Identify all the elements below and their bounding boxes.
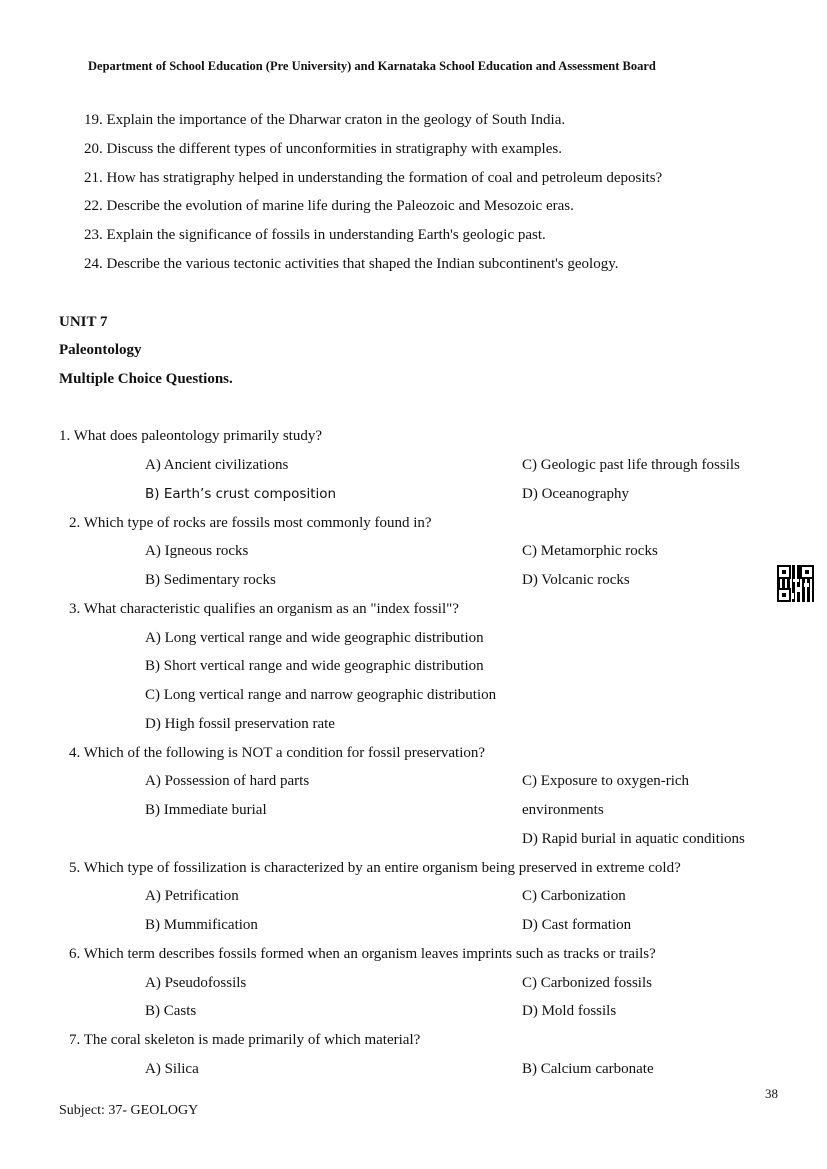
q7-option-b: B) Calcium carbonate xyxy=(522,1061,654,1077)
q3-option-c: C) Long vertical range and narrow geographic distribution xyxy=(145,687,497,703)
q3-option-b: B) Short vertical range and wide geographic distribution xyxy=(145,658,484,674)
q6-option-c: C) Carbonized fossils xyxy=(522,975,652,991)
q5-option-c: C) Carbonization xyxy=(522,888,626,904)
prev-question-22: 22. Describe the evolution of marine life during the Paleozoic and Mesozoic eras. xyxy=(84,198,574,214)
prev-question-21: 21. How has stratigraphy helped in understanding the formation of coal and petroleum deposits? xyxy=(84,170,663,186)
q1-option-c: C) Geologic past life through fossils xyxy=(522,457,740,473)
q5-option-a: A) Petrification xyxy=(145,888,239,904)
section-title: Multiple Choice Questions. xyxy=(59,371,233,387)
prev-question-19: 19. Explain the importance of the Dharwar craton in the geology of South India. xyxy=(84,112,566,128)
unit-title: Paleontology xyxy=(59,342,142,358)
q2-option-a: A) Igneous rocks xyxy=(145,543,249,559)
q6-option-d: D) Mold fossils xyxy=(522,1003,617,1019)
q4-option-c: C) Exposure to oxygen-rich xyxy=(522,773,690,789)
question-6: 6. Which term describes fossils formed when an organism leaves imprints such as tracks or trails? xyxy=(69,946,656,962)
q4-option-d: D) Rapid burial in aquatic conditions xyxy=(522,831,745,847)
q5-option-d: D) Cast formation xyxy=(522,917,632,933)
q2-option-c: C) Metamorphic rocks xyxy=(522,543,658,559)
q1-option-d: D) Oceanography xyxy=(522,486,630,502)
qr-code xyxy=(777,565,814,602)
q3-option-d: D) High fossil preservation rate xyxy=(145,716,335,732)
q5-option-b: B) Mummification xyxy=(145,917,258,933)
q1-option-a: A) Ancient civilizations xyxy=(145,457,289,473)
q1-option-b: B) Earth’s crust composition xyxy=(145,486,337,502)
question-1: 1. What does paleontology primarily study? xyxy=(59,428,323,444)
unit-number: UNIT 7 xyxy=(59,314,108,330)
page-header: Department of School Education (Pre University) and Karnataka School Education and Assessment Board xyxy=(88,59,656,73)
q2-option-d: D) Volcanic rocks xyxy=(522,572,630,588)
q7-option-a: A) Silica xyxy=(145,1061,199,1077)
prev-question-20: 20. Discuss the different types of unconformities in stratigraphy with examples. xyxy=(84,141,562,157)
question-3: 3. What characteristic qualifies an organism as an "index fossil"? xyxy=(69,601,459,617)
q3-option-a: A) Long vertical range and wide geographic distribution xyxy=(145,630,484,646)
question-2: 2. Which type of rocks are fossils most commonly found in? xyxy=(69,515,432,531)
footer-subject: Subject: 37- GEOLOGY xyxy=(59,1103,199,1118)
q4-option-b: B) Immediate burial xyxy=(145,802,267,818)
q4-option-c-cont: environments xyxy=(522,802,604,818)
page-number: 38 xyxy=(765,1086,778,1101)
prev-question-24: 24. Describe the various tectonic activities that shaped the Indian subcontinent's geology. xyxy=(84,256,619,272)
question-5: 5. Which type of fossilization is characterized by an entire organism being preserved in extreme cold? xyxy=(69,860,681,876)
q6-option-a: A) Pseudofossils xyxy=(145,975,247,991)
q2-option-b: B) Sedimentary rocks xyxy=(145,572,276,588)
q4-option-a: A) Possession of hard parts xyxy=(145,773,310,789)
q6-option-b: B) Casts xyxy=(145,1003,197,1019)
question-4: 4. Which of the following is NOT a condition for fossil preservation? xyxy=(69,745,486,761)
prev-question-23: 23. Explain the significance of fossils in understanding Earth's geologic past. xyxy=(84,227,546,243)
question-7: 7. The coral skeleton is made primarily of which material? xyxy=(69,1032,421,1048)
